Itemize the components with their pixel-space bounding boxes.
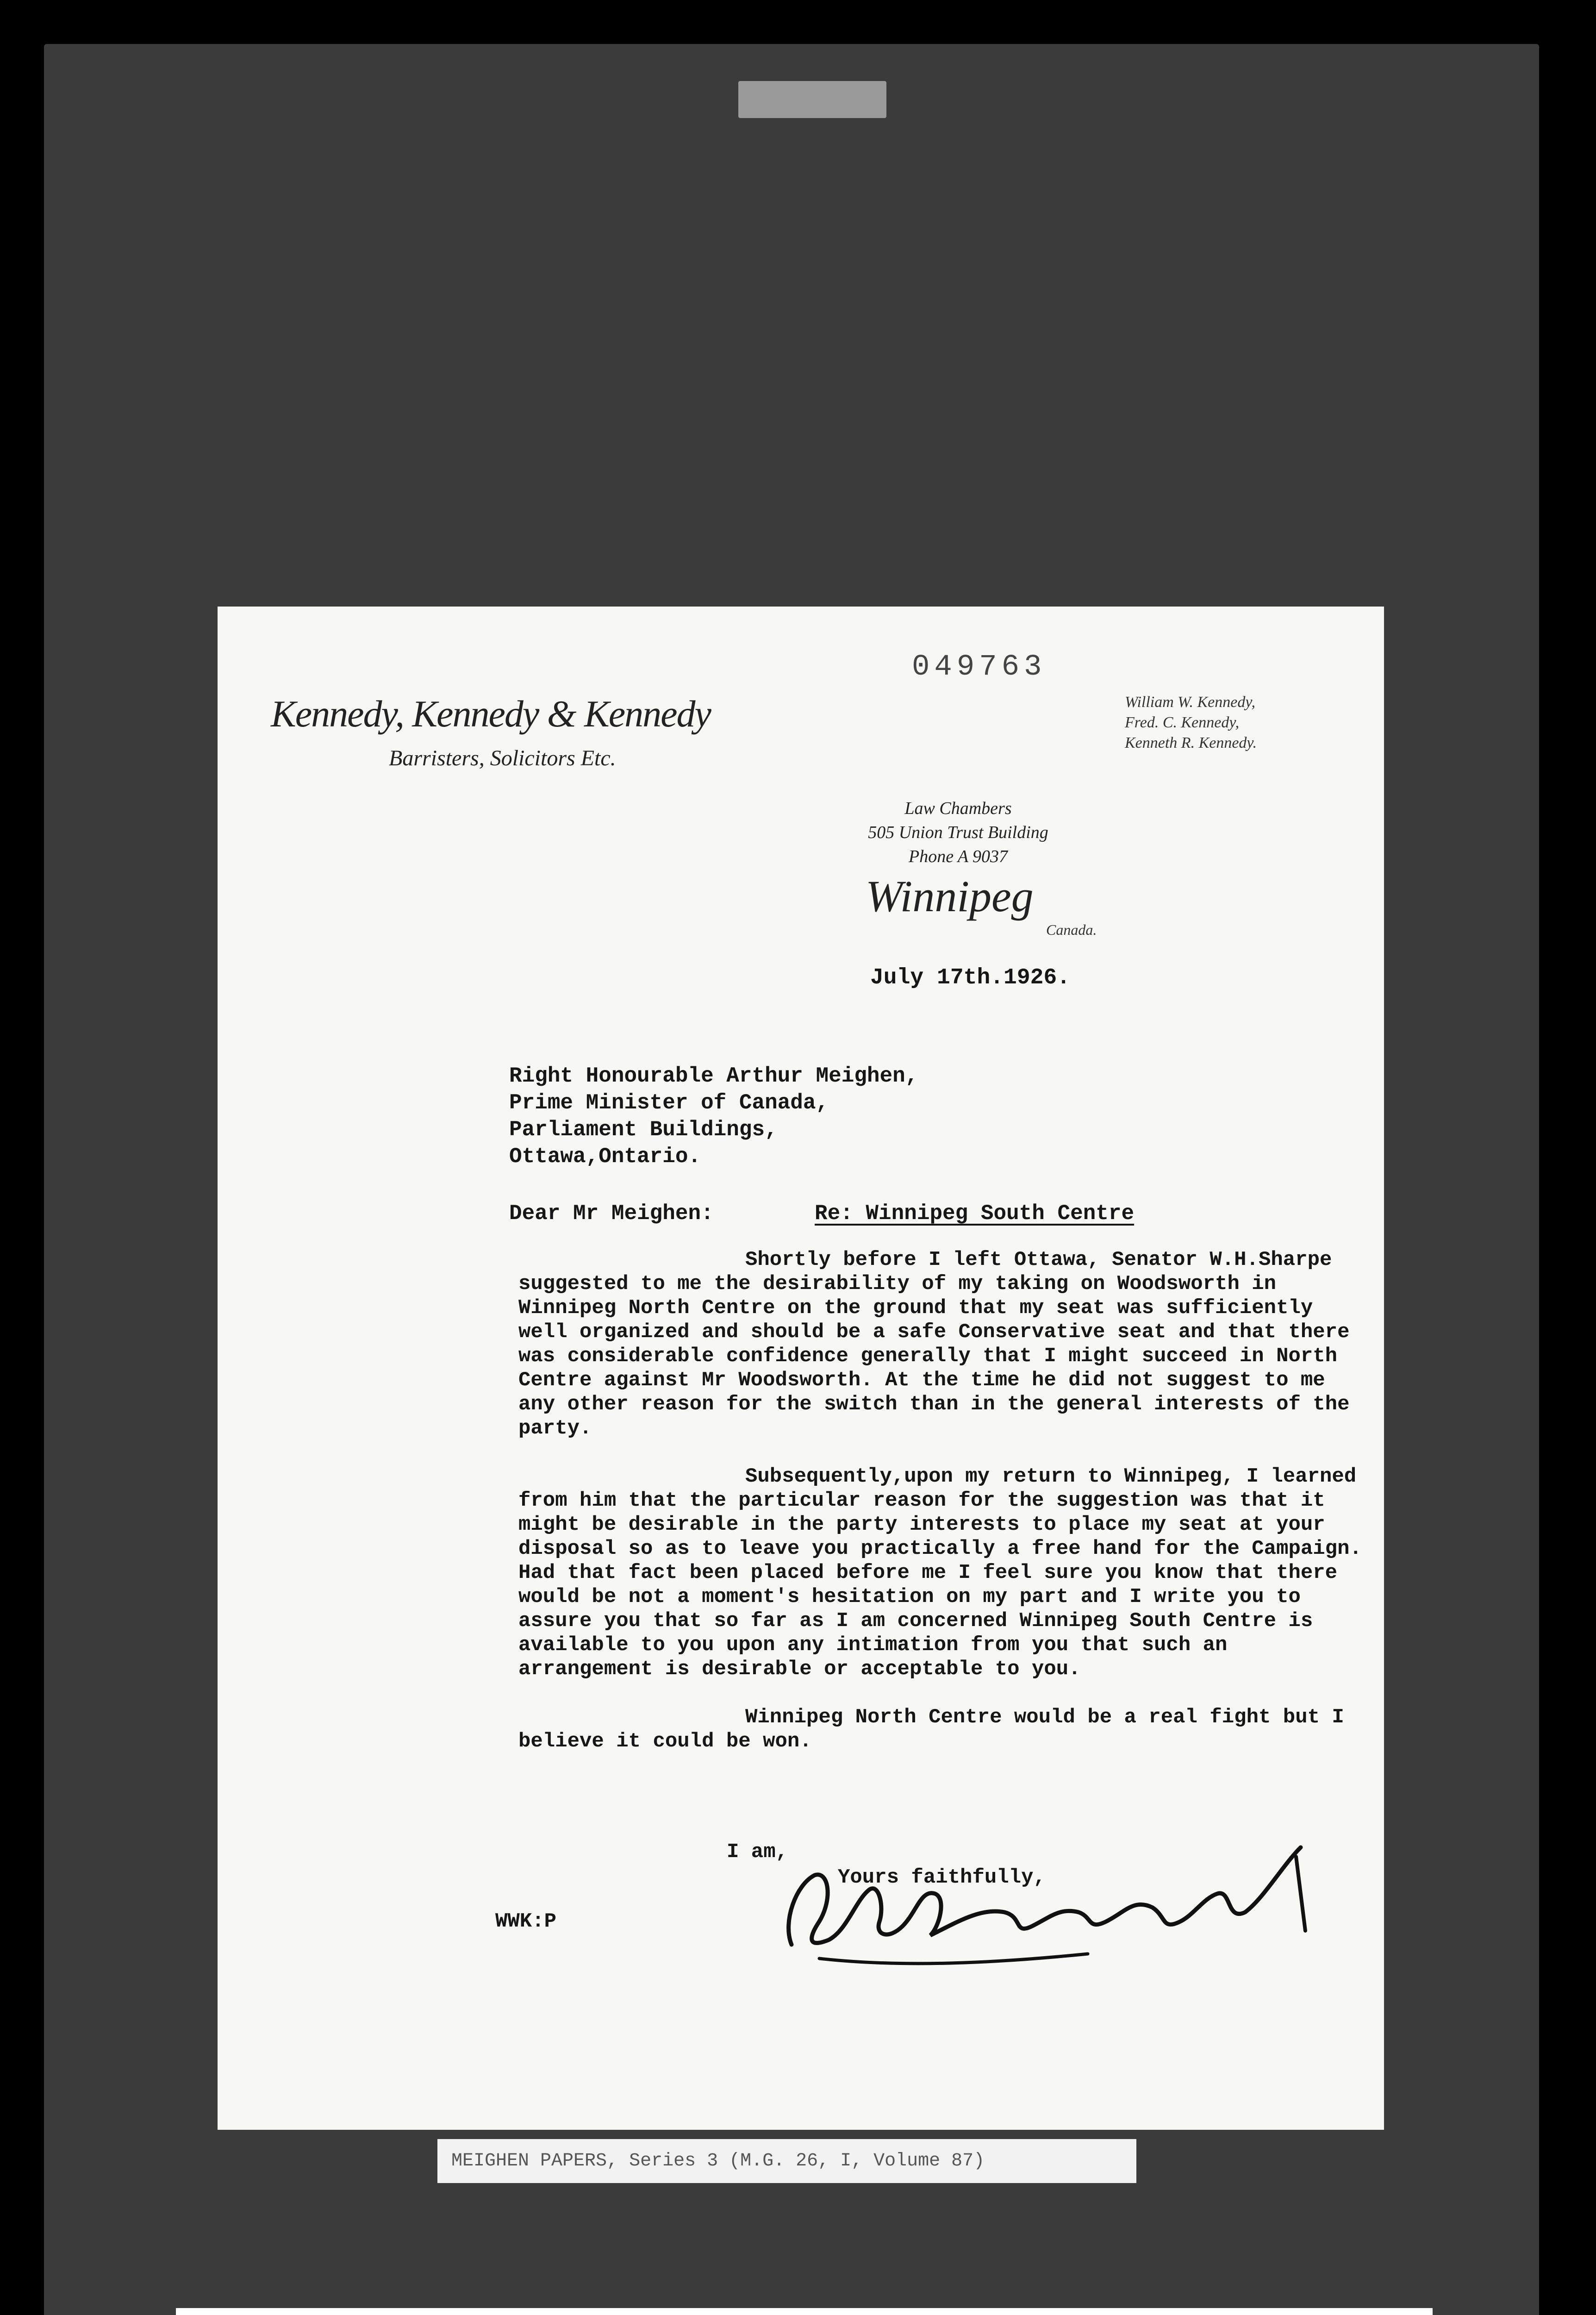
partners-list: [1125, 692, 1257, 753]
firm-name: Kennedy, Kennedy & Kennedy: [271, 693, 711, 735]
typist-initials: WWK:P: [495, 1910, 557, 1933]
city: Winnipeg: [866, 871, 1034, 921]
address-block: [819, 796, 1097, 869]
partner-name: Kenneth R. Kennedy.: [1125, 734, 1257, 751]
recipient-line: Right Honourable Arthur Meighen,: [509, 1064, 918, 1088]
archive-label-card: [176, 2308, 1433, 2315]
body-paragraph: Subsequently,upon my return to Winnipeg, I learned from him that the particular reason for the suggestion was that it might be desirable in the party interests to place my seat at your disposal so as to leave you practically a free hand for the Campaign. Had that fact been placed before me I feel sure you know that there would be not a moment's hesitation on my part and I write you to assure you that so far as I am concerned Winnipeg South Centre is available to you upon any intimation from you that such an arrangement is desirable or acceptable to you.: [518, 1465, 1362, 1681]
recipient-line: Prime Minister of Canada,: [509, 1091, 829, 1115]
closing-phrase: Yours faithfully,: [838, 1866, 1046, 1889]
mount-clip: [738, 81, 886, 118]
address-line: Phone A 9037: [909, 847, 1008, 866]
partner-name: William W. Kennedy,: [1125, 694, 1256, 711]
index-strip: MEIGHEN PAPERS, Series 3 (M.G. 26, I, Volume 87): [437, 2139, 1136, 2183]
file-number: 049763: [912, 651, 1047, 684]
closing-i-am: I am,: [727, 1840, 788, 1864]
recipient-line: Ottawa,Ontario.: [509, 1145, 701, 1169]
partner-name: Fred. C. Kennedy,: [1125, 714, 1240, 731]
address-line: 505 Union Trust Building: [868, 823, 1048, 842]
recipient-address: [509, 1063, 918, 1170]
firm-subtitle: Barristers, Solicitors Etc.: [389, 746, 616, 770]
letter-date: July 17th.1926.: [870, 965, 1071, 990]
handwritten-signature: [764, 1829, 1342, 1968]
body-paragraph: Winnipeg North Centre would be a real fight but I believe it could be won.: [518, 1706, 1344, 1753]
address-line: Law Chambers: [904, 799, 1012, 818]
recipient-line: Parliament Buildings,: [509, 1118, 778, 1142]
body-paragraph: Shortly before I left Ottawa, Senator W.H.Sharpe suggested to me the desirability of my taking on Woodsworth in Winnipeg North Centre on the ground that my seat was sufficiently well organized and should be a safe Conservative seat and that there was considerable confidence generally that I might succeed in North Centre against Mr Woodsworth. At the time he did not suggest to me any other reason for the switch than in the general interests of the party.: [518, 1248, 1350, 1440]
letter-page: [218, 607, 1384, 2130]
country: Canada.: [1046, 921, 1097, 938]
subject-line: Re: Winnipeg South Centre: [815, 1201, 1135, 1226]
letter-body: [518, 1248, 1370, 1777]
salutation: Dear Mr Meighen:: [509, 1201, 714, 1226]
